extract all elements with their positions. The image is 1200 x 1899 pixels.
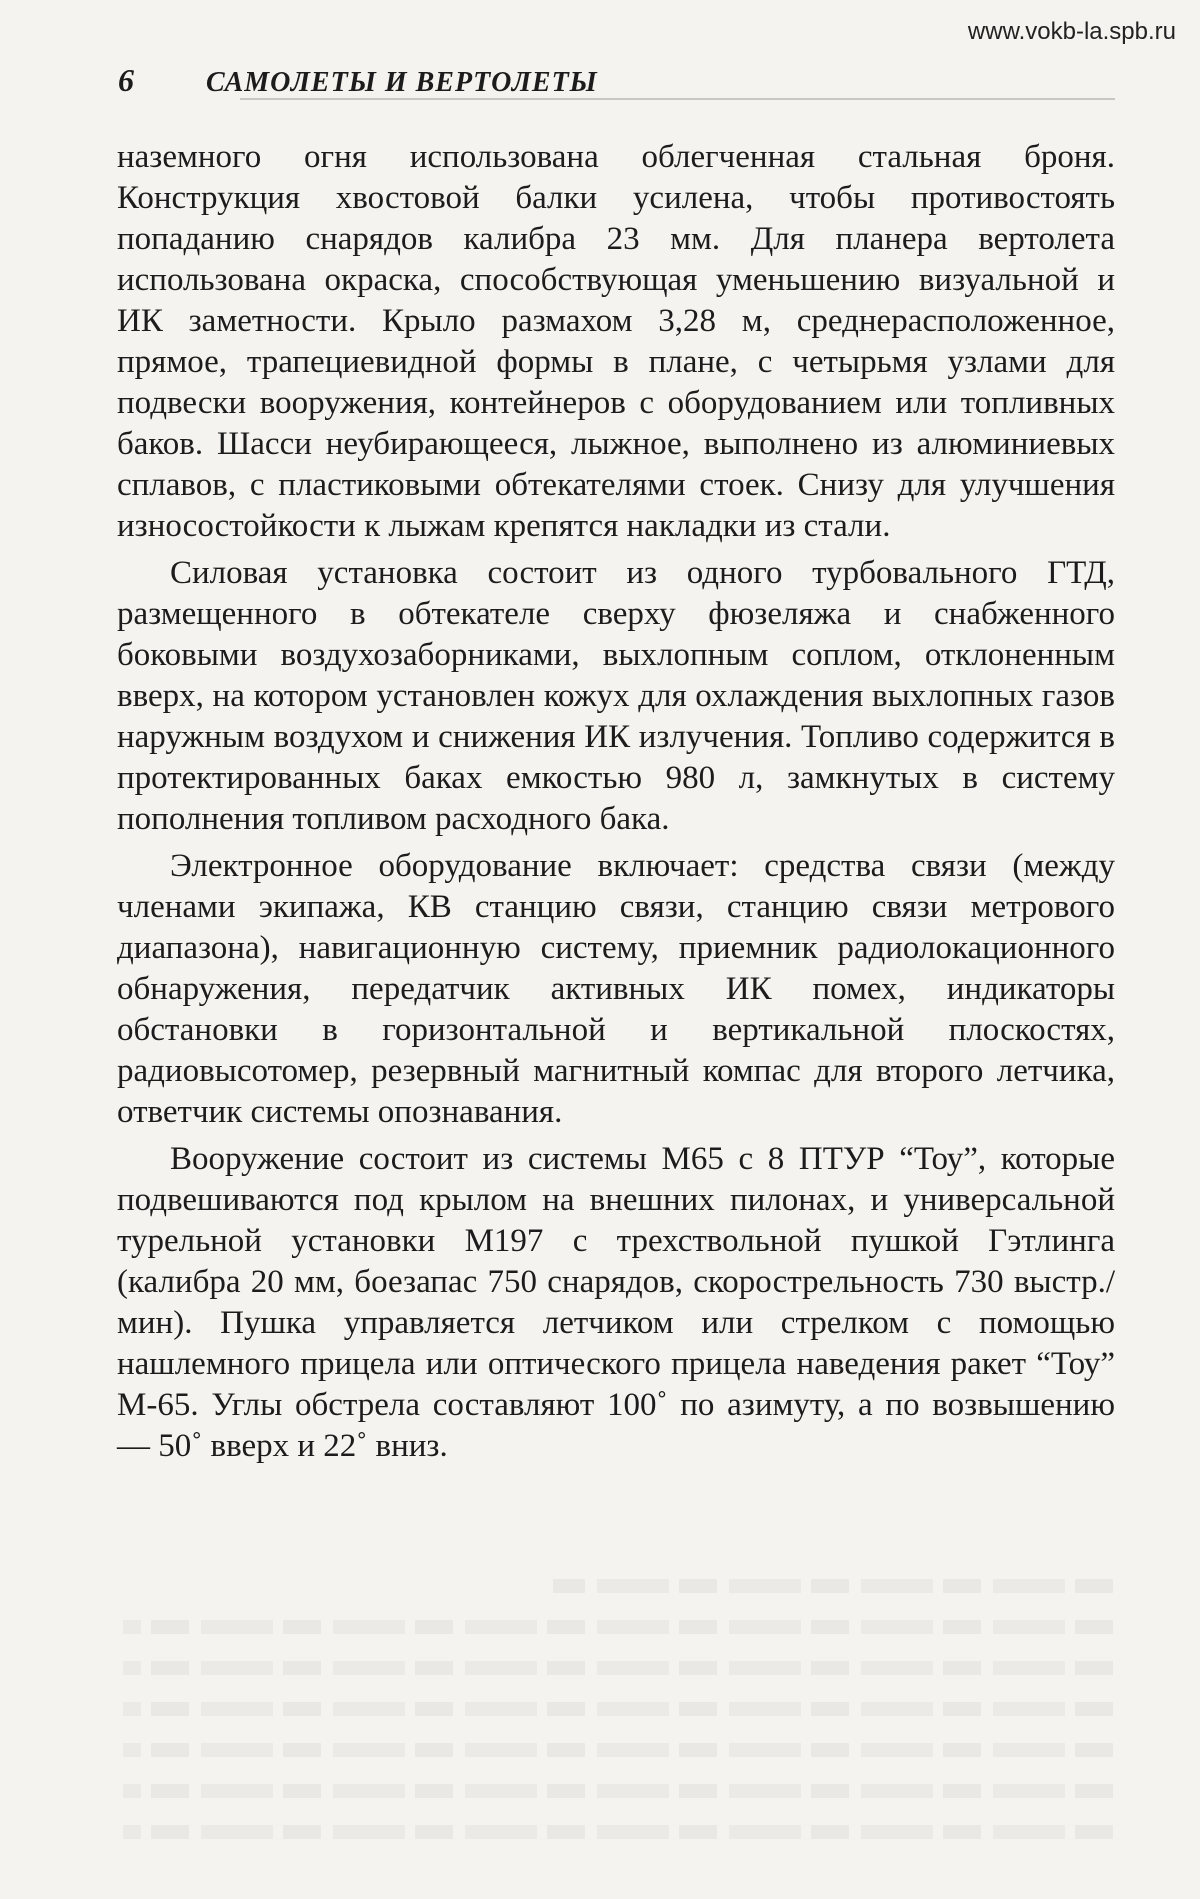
running-header [118, 62, 1118, 99]
paragraph-armament: Вооружение состоит из системы М65 с 8 ПТУР “Тоу”, которые подвешиваются под крылом на внешних пилонах, и универсальной турельной установки М197 с трехствольной пушкой Гэтлинга (калибра 20 мм, боезапас 750 снарядов, скорострельность 730 выстр./мин). Пушка управляется летчиком или стрелком с помощью нашлемного прицела или оптического прицела наведения ракет “Тоу” М-65. Углы обстрела составляют 100˚ по азимуту, а по возвышению — 50˚ вверх и 22˚ вниз. [117, 1141, 1115, 1464]
site-url-watermark: www.vokb-la.spb.ru [967, 18, 1176, 45]
page-number: 6 [118, 62, 135, 98]
paragraph-powerplant: Силовая установка состоит из одного турбовального ГТД, размещенного в обтекателе сверху фюзеляжа и снабженного боковыми воздухозаборниками, выхлопным соплом, отклоненным вверх, на котором установлен кожух для охлаждения выхлопных газов наружным воздухом и снижения ИК излучения. Топливо содержится в протектированных баках емкостью 980 л, замкнутых в систему пополнения топливом расходного бака. [117, 555, 1115, 837]
paragraph-electronics: Электронное оборудование включает: средства связи (между членами экипажа, КВ станцию связи, станцию связи метрового диапазона), навигационную систему, приемник радиолокационного обнаружения, передатчик активных ИК помех, индикаторы обстановки в горизонтальной и вертикальной плоскостях, радиовысотомер, резервный магнитный компас для второго летчика, ответчик системы опознавания. [117, 848, 1115, 1130]
body-text [117, 137, 1115, 1473]
show-through-texture [118, 1565, 1113, 1852]
header-rule [240, 98, 1115, 100]
paragraph-construction: наземного огня использована облегченная стальная броня. Конструкция хвостовой балки усилена, чтобы противостоять попаданию снарядов калибра 23 мм. Для планера вертолета использована окраска, способствующая уменьшению визуальной и ИК заметности. Крыло размахом 3,28 м, среднерасположенное, прямое, трапециевидной формы в плане, с четырьмя узлами для подвески вооружения, контейнеров с оборудованием или топливных баков. Шасси неубирающееся, лыжное, выполнено из алюминиевых сплавов, с пластиковыми обтекателями стоек. Снизу для улучшения износостойкости к лыжам крепятся накладки из стали. [117, 139, 1115, 544]
book-title: САМОЛЕТЫ И ВЕРТОЛЕТЫ [206, 67, 598, 98]
